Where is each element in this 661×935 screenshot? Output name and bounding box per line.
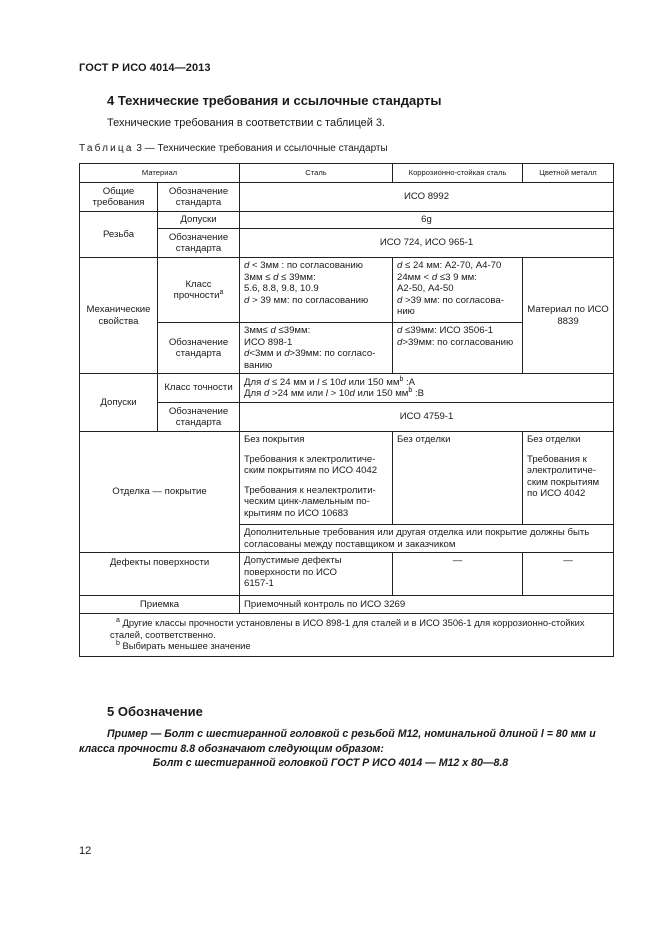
table-caption [79, 143, 388, 154]
stainless-class-line: d ≤ 24 мм: А2-70, А4-70 [397, 260, 502, 271]
mech-label: Механические свойства [80, 258, 158, 374]
steel-std-cell [240, 323, 393, 374]
stainless-class-line: 24мм < d ≤3 9 мм: [397, 271, 477, 283]
general-label: Общие требования [80, 183, 158, 212]
acceptance-value: Приемочный контроль по ИСО 3269 [240, 596, 614, 614]
tolerance-std-sub: Обозначение стандарта [158, 403, 240, 432]
row-tolerance-standard [80, 403, 614, 432]
thread-label: Резьба [80, 212, 158, 258]
page-number: 12 [79, 845, 92, 857]
row-tolerance-class [80, 374, 614, 403]
section-5-title: 5 Обозначение [107, 704, 203, 719]
footnote-b: $^b$ Выбирать меньшее значение [116, 639, 251, 651]
stainless-std-line: d>39мм: по согласованию [397, 336, 514, 348]
stainless-class-line: А2-50, А4-50 [397, 283, 454, 294]
finish-additional: Дополнительные требования или другая отделка или покрытие должны быть согласованы между поставщиком и заказчиком [240, 525, 614, 553]
footnotes-cell [80, 614, 614, 657]
row-thread-standard [80, 229, 614, 258]
thread-std-sub: Обозначение стандарта [158, 229, 240, 258]
stainless-class-line: нию [397, 306, 415, 317]
table-header-row [80, 164, 614, 183]
mech-class-sub [158, 258, 240, 323]
stainless-std-line: d ≤39мм: ИСО 3506-1 [397, 325, 494, 336]
finish-steel-p3: Требования к неэлектролити-ческим цинк-ламельным по-крытиям по ИСО 10683 [244, 484, 376, 519]
row-acceptance [80, 596, 614, 614]
defects-label: Дефекты поверхности [80, 553, 240, 596]
tolerance-line: Для d >24 мм или l > 10d или 150 $мм^b$ :В [244, 386, 425, 399]
row-finish [80, 432, 614, 525]
thread-tol-value: 6g [240, 212, 614, 229]
steel-std-line: 3мм≤ d ≤39мм: [244, 325, 311, 336]
row-thread-tolerance [80, 212, 614, 229]
footnote-a: $^a$ Другие классы прочности установлены в ИСО 898-1 для сталей и в ИСО 3506-1 для коррозионно-стойких сталей, соответственно. [110, 616, 585, 640]
row-general [80, 183, 614, 212]
footnote-a-ref: a [219, 288, 224, 296]
steel-std-line: ИСО 898-1 [244, 336, 293, 348]
row-mech-class [80, 258, 614, 323]
header-material: Материал [80, 164, 240, 183]
thread-std-value: ИСО 724, ИСО 965-1 [240, 229, 614, 258]
table-caption-text: 3 — Технические требования и ссылочные стандарты [133, 143, 388, 154]
tolerance-class-value [240, 374, 614, 403]
stainless-std-cell [393, 323, 523, 374]
example-text: Пример — Болт с шестигранной головкой с резьбой M12, номинальной длиной l = 80 мм и класса прочности 8.8 обозначают следующим образом: [79, 728, 596, 755]
table-caption-prefix: Таблица [79, 143, 134, 154]
section-4-title: 4 Технические требования и ссылочные стандарты [107, 93, 442, 108]
finish-label: Отделка — покрытие [80, 432, 240, 553]
stainless-class-cell [393, 258, 523, 323]
acceptance-label: Приемка [80, 596, 240, 614]
steel-class-line: 3мм ≤ d ≤ 39мм: [244, 271, 316, 283]
finish-nonferrous-p1: Без отделки [527, 434, 581, 445]
stainless-class-line: d >39 мм: по согласова- [397, 294, 504, 306]
requirements-table [79, 163, 614, 657]
thread-tol-sub: Допуски [158, 212, 240, 229]
defects-nonferrous: — [523, 553, 614, 596]
steel-std-line: ванию [244, 359, 273, 371]
header-nonferrous: Цветной металл [523, 164, 614, 183]
nonferrous-material: Материал по ИСО 8839 [523, 258, 614, 374]
tolerance-std-value: ИСО 4759-1 [240, 403, 614, 432]
finish-steel-p1: Без покрытия [244, 434, 305, 445]
steel-class-cell [240, 258, 393, 323]
mech-std-sub: Обозначение стандарта [158, 323, 240, 374]
designation-example: Болт с шестигранной головкой ГОСТ Р ИСО 4014 — M12 x 80—8.8 [152, 757, 509, 769]
general-value: ИСО 8992 [240, 183, 614, 212]
row-defects [80, 553, 614, 596]
finish-stainless: Без отделки [393, 432, 523, 525]
finish-steel-p2: Требования к электролитиче-ским покрытиям по ИСО 4042 [244, 453, 378, 476]
tolerances-label: Допуски [80, 374, 158, 432]
steel-class-line: 5.6, 8.8, 9.8, 10.9 [244, 283, 319, 294]
finish-nonferrous-p2: Требования к электролитиче-ским покрытиям по ИСО 4042 [527, 453, 600, 499]
steel-class-line: d < 3мм : по согласованию [244, 260, 363, 271]
document-header: ГОСТ Р ИСО 4014—2013 [79, 62, 211, 74]
row-footnotes [80, 614, 614, 657]
mech-class-sub-text: Класс прочности [173, 278, 220, 301]
steel-std-line: d<3мм и d>39мм: по согласо- [244, 348, 376, 359]
finish-nonferrous [523, 432, 614, 525]
defects-stainless: — [393, 553, 523, 596]
tolerance-line: Для d ≤ 24 мм и l ≤ 10d или 150 $мм^b$ :А [244, 375, 416, 388]
general-sub: Обозначение стандарта [158, 183, 240, 212]
header-steel: Сталь [240, 164, 393, 183]
tolerance-class-sub: Класс точности [158, 374, 240, 403]
finish-steel [240, 432, 393, 525]
section-4-intro: Технические требования в соответствии с таблицей 3. [107, 117, 386, 129]
defects-steel: Допустимые дефекты поверхности по ИСО 6157-1 [240, 553, 393, 596]
steel-class-line: d > 39 мм: по согласованию [244, 294, 369, 306]
header-stainless: Коррозионно-стойкая сталь [393, 164, 523, 183]
